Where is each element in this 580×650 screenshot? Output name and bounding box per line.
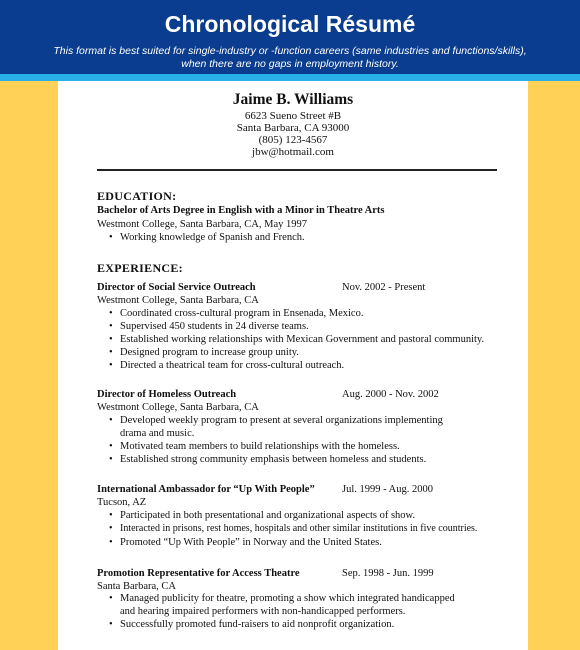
job-bullet: • Established strong community emphasis between homeless and students. [109,454,427,465]
education-degree: Bachelor of Arts Degree in English with a Minor in Theatre Arts [97,205,385,216]
job-title: Director of Homeless Outreach [97,389,237,400]
section-divider [97,169,497,171]
job-title: International Ambassador for “Up With People” [97,484,315,495]
job-place: Westmont College, Santa Barbara, CA [97,402,259,413]
header-accent-stripe [0,74,580,81]
contact-phone: (805) 123-4567 [258,134,328,146]
bullet-icon: • [109,441,113,452]
job-dates: Nov. 2002 - Present [342,282,426,293]
education-school: Westmont College, Santa Barbara, CA, May 1997 [97,219,307,230]
contact-city: Santa Barbara, CA 93000 [236,122,350,134]
bullet-icon: • [109,454,113,465]
job-bullet-continued: drama and music. [120,428,195,439]
education-heading: EDUCATION: [97,189,177,203]
bullet-icon: • [109,537,113,548]
bullet-icon: • [109,308,113,319]
job-bullet: • Coordinated cross-cultural program in Ensenada, Mexico. [109,308,364,319]
job-bullet: • Interacted in prisons, rest homes, hospitals and other similar institutions in five countries. [109,523,478,534]
job-bullet: • Successfully promoted fund-raisers to aid nonprofit organization. [109,619,395,630]
bullet-icon: • [109,347,113,358]
contact-street: 6623 Sueno Street #B [244,110,342,122]
header-subtitle [30,45,550,71]
job-bullet: • Managed publicity for theatre, promoting a show which integrated handicapped [109,593,455,604]
bullet-icon: • [109,321,113,332]
resume-paper [58,81,528,650]
bullet-icon: • [109,619,113,630]
contact-email[interactable]: jbw@hotmail.com [252,146,334,158]
bullet-icon: • [109,510,113,521]
job-bullet: • Directed a theatrical team for cross-cultural outreach. [109,360,345,371]
page-header [0,0,580,74]
bullet-icon: • [109,523,113,534]
bullet-icon: • [109,593,113,604]
job-bullet-continued: and hearing impaired performers with non-handicapped performers. [120,606,406,617]
header-subtitle-line-1: This format is best suited for single-industry or -function careers (same industries and functions/skills), [53,45,527,57]
job-dates: Sep. 1998 - Jun. 1999 [342,568,434,579]
header-subtitle-line-2: when there are no gaps in employment history. [181,58,399,70]
job-dates: Aug. 2000 - Nov. 2002 [342,389,439,400]
resume-name: Jaime B. Williams [232,91,354,108]
bullet-icon: • [109,415,113,426]
bullet-icon: • [109,232,113,243]
job-dates: Jul. 1999 - Aug. 2000 [342,484,434,495]
job-bullet: • Participated in both presentational and organizational aspects of show. [109,510,416,521]
job-place: Westmont College, Santa Barbara, CA [97,295,259,306]
bullet-icon: • [109,334,113,345]
header-title: Chronological Résumé [164,11,416,37]
education-bullet: • Working knowledge of Spanish and French. [109,232,305,243]
experience-heading: EXPERIENCE: [97,261,183,275]
job-bullet: • Developed weekly program to present at several organizations implementing [109,415,443,426]
job-bullet: • Established working relationships with Mexican Government and pastoral community. [109,334,485,345]
job-title: Promotion Representative for Access Theatre [97,568,300,579]
job-bullet: • Designed program to increase group unity. [109,347,299,358]
job-place: Tucson, AZ [97,497,147,508]
job-bullet: • Motivated team members to build relationships with the homeless. [109,441,400,452]
bullet-icon: • [109,360,113,371]
job-bullet: • Supervised 450 students in 24 diverse teams. [109,321,309,332]
job-place: Santa Barbara, CA [97,581,177,592]
job-title: Director of Social Service Outreach [97,282,256,293]
job-bullet: • Promoted “Up With People” in Norway and the United States. [109,537,382,548]
